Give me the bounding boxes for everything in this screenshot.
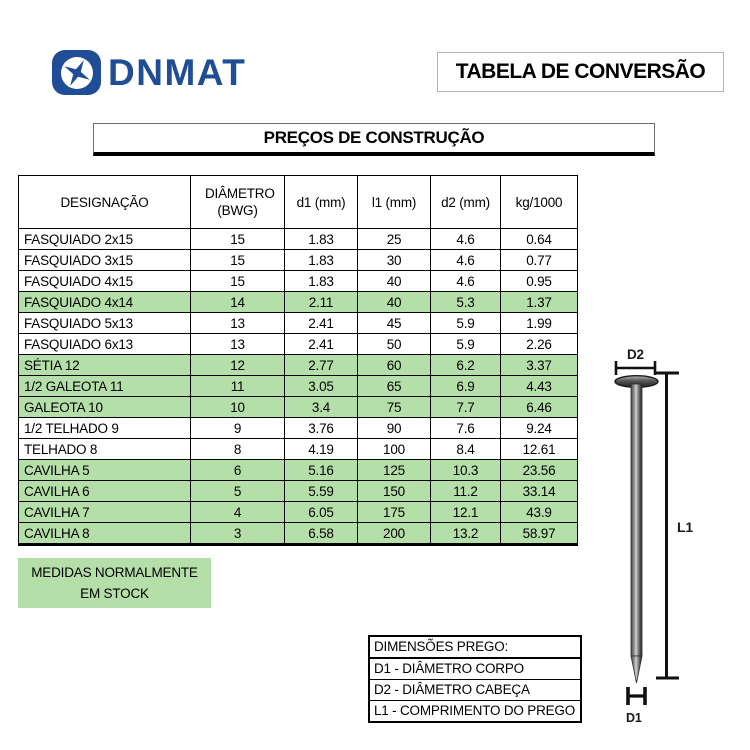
value-cell: 0.95 bbox=[501, 271, 578, 292]
table-row bbox=[19, 460, 578, 481]
page-title: TABELA DE CONVERSÃO bbox=[455, 60, 706, 83]
table-row bbox=[19, 271, 578, 292]
page-title-box bbox=[437, 52, 724, 92]
designation-cell: GALEOTA 10 bbox=[19, 397, 191, 418]
value-cell: 15 bbox=[191, 229, 285, 250]
value-cell: 14 bbox=[191, 292, 285, 313]
table-row bbox=[19, 292, 578, 313]
value-cell: 43.9 bbox=[501, 502, 578, 523]
col-header-l1: l1 (mm) bbox=[358, 176, 431, 229]
designation-cell: FASQUIADO 4x15 bbox=[19, 271, 191, 292]
value-cell: 13 bbox=[191, 334, 285, 355]
banner-title: PREÇOS DE CONSTRUÇÃO bbox=[263, 128, 485, 147]
designation-cell: FASQUIADO 4x14 bbox=[19, 292, 191, 313]
value-cell: 4.6 bbox=[431, 271, 501, 292]
value-cell: 100 bbox=[358, 439, 431, 460]
value-cell: 60 bbox=[358, 355, 431, 376]
legend-item: D2 - DIÂMETRO CABEÇA bbox=[370, 679, 580, 700]
value-cell: 25 bbox=[358, 229, 431, 250]
table-row bbox=[19, 418, 578, 439]
stock-note bbox=[18, 558, 211, 608]
l1-dimension-label: L1 bbox=[677, 519, 693, 535]
designation-cell: FASQUIADO 2x15 bbox=[19, 229, 191, 250]
value-cell: 12.61 bbox=[501, 439, 578, 460]
value-cell: 4 bbox=[191, 502, 285, 523]
logo-wordmark: DNMAT bbox=[108, 52, 247, 93]
table-row bbox=[19, 334, 578, 355]
value-cell: 5.59 bbox=[285, 481, 358, 502]
value-cell: 40 bbox=[358, 292, 431, 313]
designation-cell: 1/2 GALEOTA 11 bbox=[19, 376, 191, 397]
value-cell: 2.11 bbox=[285, 292, 358, 313]
value-cell: 175 bbox=[358, 502, 431, 523]
value-cell: 30 bbox=[358, 250, 431, 271]
value-cell: 58.97 bbox=[501, 523, 578, 545]
value-cell: 150 bbox=[358, 481, 431, 502]
value-cell: 11.2 bbox=[431, 481, 501, 502]
value-cell: 65 bbox=[358, 376, 431, 397]
value-cell: 2.41 bbox=[285, 334, 358, 355]
col-header-kg1000: kg/1000 bbox=[501, 176, 578, 229]
value-cell: 6.9 bbox=[431, 376, 501, 397]
value-cell: 5.16 bbox=[285, 460, 358, 481]
value-cell: 0.77 bbox=[501, 250, 578, 271]
value-cell: 10.3 bbox=[431, 460, 501, 481]
legend-item: L1 - COMPRIMENTO DO PREGO bbox=[370, 700, 580, 721]
value-cell: 5.9 bbox=[431, 313, 501, 334]
value-cell: 33.14 bbox=[501, 481, 578, 502]
value-cell: 13 bbox=[191, 313, 285, 334]
value-cell: 12 bbox=[191, 355, 285, 376]
table-row bbox=[19, 523, 578, 545]
legend-items bbox=[370, 659, 580, 721]
value-cell: 4.43 bbox=[501, 376, 578, 397]
value-cell: 23.56 bbox=[501, 460, 578, 481]
table-row bbox=[19, 397, 578, 418]
stock-note-line1: MEDIDAS NORMALMENTE bbox=[31, 565, 198, 580]
table-row bbox=[19, 481, 578, 502]
value-cell: 7.7 bbox=[431, 397, 501, 418]
value-cell: 11 bbox=[191, 376, 285, 397]
value-cell: 10 bbox=[191, 397, 285, 418]
value-cell: 1.83 bbox=[285, 250, 358, 271]
value-cell: 3.76 bbox=[285, 418, 358, 439]
value-cell: 6.58 bbox=[285, 523, 358, 545]
table-row bbox=[19, 313, 578, 334]
designation-cell: SÉTIA 12 bbox=[19, 355, 191, 376]
designation-cell: CAVILHA 8 bbox=[19, 523, 191, 545]
value-cell: 5 bbox=[191, 481, 285, 502]
table-row bbox=[19, 439, 578, 460]
designation-cell: CAVILHA 5 bbox=[19, 460, 191, 481]
designation-cell: FASQUIADO 5x13 bbox=[19, 313, 191, 334]
d2-dimension-label: D2 bbox=[627, 347, 644, 362]
value-cell: 8.4 bbox=[431, 439, 501, 460]
col-header-designacao: DESIGNAÇÃO bbox=[19, 176, 191, 229]
value-cell: 6.05 bbox=[285, 502, 358, 523]
col-header-d2: d2 (mm) bbox=[431, 176, 501, 229]
value-cell: 6.2 bbox=[431, 355, 501, 376]
table-row bbox=[19, 355, 578, 376]
conversion-table bbox=[18, 175, 578, 546]
col-header-diametro-bwg: DIÂMETRO (BWG) bbox=[191, 176, 285, 229]
value-cell: 45 bbox=[358, 313, 431, 334]
nail-tip bbox=[631, 656, 642, 683]
value-cell: 3.37 bbox=[501, 355, 578, 376]
value-cell: 3.05 bbox=[285, 376, 358, 397]
value-cell: 3.4 bbox=[285, 397, 358, 418]
value-cell: 6 bbox=[191, 460, 285, 481]
value-cell: 4.6 bbox=[431, 229, 501, 250]
designation-cell: FASQUIADO 6x13 bbox=[19, 334, 191, 355]
value-cell: 9 bbox=[191, 418, 285, 439]
value-cell: 2.26 bbox=[501, 334, 578, 355]
section-banner bbox=[93, 123, 655, 156]
nail-shaft bbox=[631, 384, 642, 656]
value-cell: 3 bbox=[191, 523, 285, 545]
value-cell: 50 bbox=[358, 334, 431, 355]
value-cell: 1.37 bbox=[501, 292, 578, 313]
legend-item: D1 - DIÂMETRO CORPO bbox=[374, 661, 524, 676]
value-cell: 125 bbox=[358, 460, 431, 481]
logo-compass-icon bbox=[52, 50, 101, 95]
value-cell: 7.6 bbox=[431, 418, 501, 439]
value-cell: 8 bbox=[191, 439, 285, 460]
value-cell: 0.64 bbox=[501, 229, 578, 250]
value-cell: 15 bbox=[191, 250, 285, 271]
table-row bbox=[19, 502, 578, 523]
table-row bbox=[19, 376, 578, 397]
value-cell: 40 bbox=[358, 271, 431, 292]
logo bbox=[52, 50, 246, 95]
value-cell: 5.3 bbox=[431, 292, 501, 313]
value-cell: 75 bbox=[358, 397, 431, 418]
table-body bbox=[19, 229, 578, 545]
value-cell: 2.77 bbox=[285, 355, 358, 376]
table-header-row bbox=[19, 176, 578, 229]
value-cell: 5.9 bbox=[431, 334, 501, 355]
value-cell: 1.83 bbox=[285, 271, 358, 292]
value-cell: 2.41 bbox=[285, 313, 358, 334]
designation-cell: CAVILHA 6 bbox=[19, 481, 191, 502]
nail-diagram bbox=[595, 340, 720, 735]
designation-cell: TELHADO 8 bbox=[19, 439, 191, 460]
value-cell: 90 bbox=[358, 418, 431, 439]
legend-title: DIMENSÕES PREGO: bbox=[370, 637, 580, 659]
value-cell: 4.19 bbox=[285, 439, 358, 460]
value-cell: 15 bbox=[191, 271, 285, 292]
value-cell: 1.83 bbox=[285, 229, 358, 250]
value-cell: 9.24 bbox=[501, 418, 578, 439]
d1-dimension-label: D1 bbox=[626, 711, 642, 725]
value-cell: 200 bbox=[358, 523, 431, 545]
value-cell: 1.99 bbox=[501, 313, 578, 334]
stock-note-line2: EM STOCK bbox=[80, 586, 149, 601]
table-row bbox=[19, 229, 578, 250]
designation-cell: CAVILHA 7 bbox=[19, 502, 191, 523]
dimensions-legend bbox=[368, 635, 582, 723]
table-row bbox=[19, 250, 578, 271]
designation-cell: FASQUIADO 3x15 bbox=[19, 250, 191, 271]
designation-cell: 1/2 TELHADO 9 bbox=[19, 418, 191, 439]
value-cell: 6.46 bbox=[501, 397, 578, 418]
value-cell: 12.1 bbox=[431, 502, 501, 523]
col-header-d1: d1 (mm) bbox=[285, 176, 358, 229]
value-cell: 13.2 bbox=[431, 523, 501, 545]
value-cell: 4.6 bbox=[431, 250, 501, 271]
